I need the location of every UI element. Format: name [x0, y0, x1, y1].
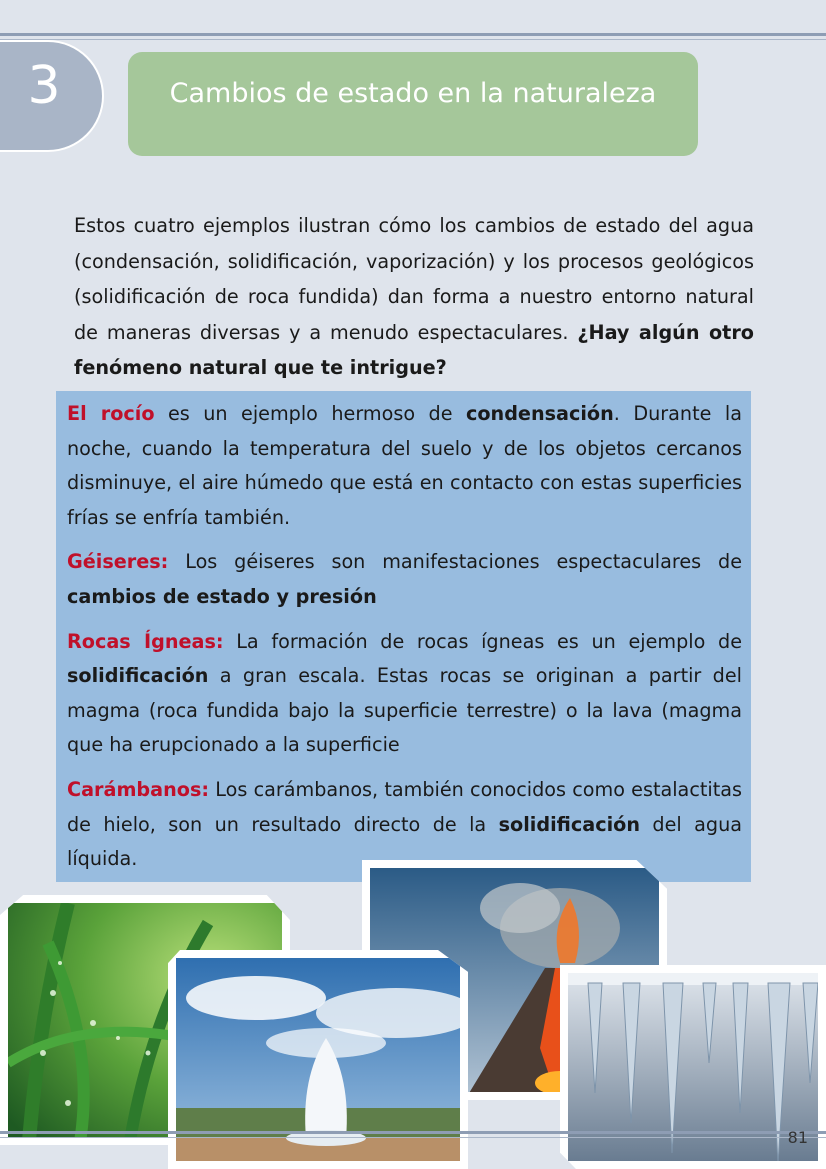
page-number: 81	[787, 1128, 808, 1147]
keyword-cambios-estado: cambios de estado y presión	[67, 584, 377, 608]
intro-question: ¿Hay algún otro fenómeno natural que te intrigue?	[74, 320, 754, 380]
example-text: del agua líquida.	[67, 812, 742, 871]
example-text: Los carámbanos, también conocidos como estalactitas de hielo, son un resultado directo de la	[67, 777, 742, 836]
keyword-solidificacion: solidificación	[67, 664, 209, 688]
example-geiseres	[67, 545, 742, 614]
unit-number: 3	[27, 56, 61, 116]
title-box	[128, 52, 698, 156]
top-rule-thin	[0, 39, 826, 40]
example-text: La formación de rocas ígneas es un ejemplo de	[223, 629, 742, 653]
term-carambanos: Carámbanos:	[67, 777, 210, 801]
example-rocio	[67, 397, 742, 535]
bottom-rule	[0, 1131, 826, 1134]
intro-paragraph	[74, 208, 754, 386]
term-geiseres: Géiseres:	[67, 550, 169, 574]
example-text: . Durante la noche, cuando la temperatura del suelo y de los objetos cercanos disminuye, el aire húmedo que está en contacto con estas superficies frías se enfría también.	[67, 402, 742, 529]
example-text: es un ejemplo hermoso de	[154, 402, 466, 425]
term-rocio: El rocío	[67, 402, 155, 425]
bottom-rule-thin	[0, 1137, 826, 1138]
page-title: Cambios de estado en la naturaleza	[169, 78, 657, 109]
keyword-solidificacion: solidificación	[498, 812, 640, 836]
example-text: Los géiseres son manifestaciones espectaculares de	[168, 550, 742, 574]
intro-text: Estos cuatro ejemplos ilustran cómo los cambios de estado del agua (condensación, solidificación, vaporización) y los procesos geológicos (solidificación de roca fundida) dan forma a nuestro entorno natural de maneras diversas y a menudo espectaculares.	[74, 214, 754, 344]
term-rocas: Rocas Ígneas:	[67, 629, 224, 653]
example-text: a gran escala. Estas rocas se originan a partir del magma (roca fundida bajo la superficie terrestre) o la lava (magma que ha erupcionado a la superficie	[67, 664, 742, 757]
top-rule	[0, 33, 826, 36]
examples-box	[56, 391, 751, 882]
keyword-condensacion: condensación	[465, 402, 614, 425]
example-rocas	[67, 625, 742, 763]
